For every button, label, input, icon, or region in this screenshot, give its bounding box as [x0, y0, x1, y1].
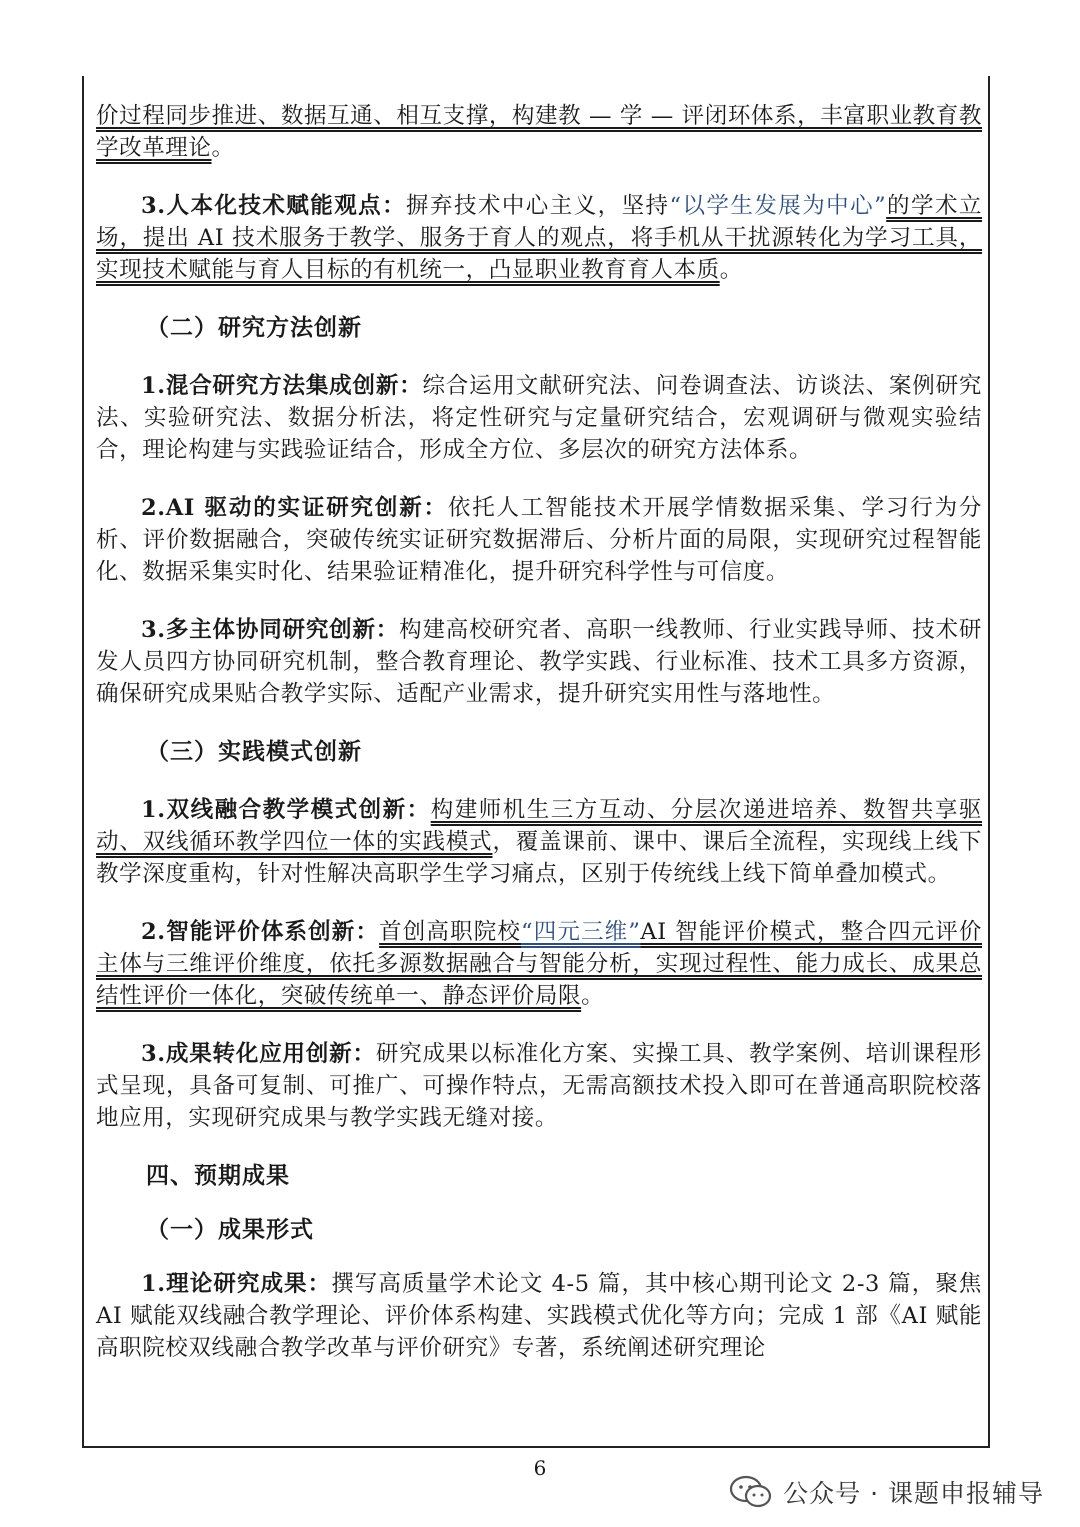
watermark-text: 公众号 · 课题申报辅导	[783, 1479, 1044, 1508]
quoted-text: “以学生发展为中心”	[669, 193, 887, 219]
paragraph-theory-results	[96, 1268, 982, 1364]
underlined-text: 的学术立场，提出 AI 技术服务于教学、服务于育人的观点，将手机从干扰源转化为学习工具，实现技术赋能与育人目标的有机统一，凸显职业教育育人本质	[96, 193, 982, 283]
punctuation: 。	[581, 983, 605, 1009]
paragraph-title: 2.智能评价体系创新：	[141, 919, 380, 945]
underlined-text: AI 智能评价模式，整合四元评价主体与三维评价维度，依托多源数据融合与智能分析，实现过程性、能力成长、成果总结性评价一体化，突破传统单一、静态评价局限	[96, 919, 982, 1009]
section-heading: （三）实践模式创新	[146, 738, 362, 765]
paragraph-text: 依托人工智能技术开展学情数据采集、学习行为分析、评价数据融合，突破传统实证研究数据滞后、分析片面的局限，实现研究过程智能化、数据采集实时化、结果验证精准化，提升研究科学性与可信度。	[96, 495, 983, 585]
paragraph-text: 撰写高质量学术论文 4-5 篇，其中核心期刊论文 2-3 篇，聚焦 AI 赋能双线融合教学理论、评价体系构建、实践模式优化等方向；完成 1 部《AI 赋能高职院校双线融合教学改革与评价研究》专著，系统阐述研究理论	[96, 1271, 983, 1361]
paragraph-title: 3.人本化技术赋能观点：	[141, 193, 407, 219]
paragraph-humanized-tech	[96, 190, 982, 286]
paragraph-dual-line-model	[96, 794, 982, 890]
paragraph-title: 1.理论研究成果：	[141, 1271, 332, 1297]
section-heading: （二）研究方法创新	[146, 314, 362, 341]
paragraph-title: 1.双线融合教学模式创新：	[141, 797, 431, 823]
paragraph-title: 2.AI 驱动的实证研究创新：	[141, 495, 448, 521]
paragraph-transfer-application	[96, 1038, 982, 1134]
page-number: 6	[533, 1456, 547, 1480]
punctuation: 。	[719, 257, 743, 283]
paragraph-text: 综合运用文献研究法、问卷调查法、访谈法、案例研究法、实验研究法、数据分析法，将定性研究与定量研究结合，宏观调研与微观实验结合，理论构建与实践验证结合，形成全方位、多层次的研究方法体系。	[96, 373, 982, 463]
paragraph-ai-empirical	[96, 492, 982, 588]
chapter-heading: 四、预期成果	[146, 1162, 290, 1189]
quoted-text: “四元三维”	[521, 919, 641, 945]
paragraph-text: 构建高校研究者、高职一线教师、行业实践导师、技术研发人员四方协同研究机制，整合教育理论、教学实践、行业标准、技术工具多方资源，确保研究成果贴合教学实际、适配产业需求，提升研究实用性与落地性。	[96, 617, 982, 707]
paragraph-title: 3.多主体协同研究创新：	[141, 617, 400, 643]
paragraph-multi-subject	[96, 614, 982, 710]
underlined-text: 首创高职院校	[379, 919, 522, 945]
paragraph-smart-evaluation	[96, 916, 982, 1012]
wechat-icon	[729, 1475, 773, 1509]
underlined-text: 价过程同步推进、数据互通、相互支撑，构建教 — 学 — 评闭环体系，丰富职业教育教学改革理论	[96, 103, 982, 161]
underlined-text: 构建师机生三方互动、分层次递进培养、数智共享驱动、双线循环教学四位一体的实践模式	[96, 797, 982, 855]
paragraph-text: 摒弃技术中心主义，坚持	[406, 193, 670, 219]
section-heading: （一）成果形式	[146, 1216, 314, 1243]
punctuation: 。	[211, 135, 235, 161]
paragraph-title: 3.成果转化应用创新：	[141, 1041, 376, 1067]
paragraph-text: 研究成果以标准化方案、实操工具、教学案例、培训课程形式呈现，具备可复制、可推广、可操作特点，无需高额技术投入即可在普通高职院校落地应用，实现研究成果与教学实践无缝对接。	[96, 1041, 982, 1131]
paragraph-continued	[96, 100, 982, 164]
paragraph-title: 1.混合研究方法集成创新：	[141, 373, 423, 399]
watermark	[729, 1474, 1044, 1510]
document-body	[96, 100, 982, 1364]
paragraph-mixed-methods	[96, 370, 982, 466]
paragraph-text: ，覆盖课前、课中、课后全流程，实现线上线下教学深度重构，针对性解决高职学生学习痛点，区别于传统线上线下简单叠加模式。	[96, 829, 982, 887]
